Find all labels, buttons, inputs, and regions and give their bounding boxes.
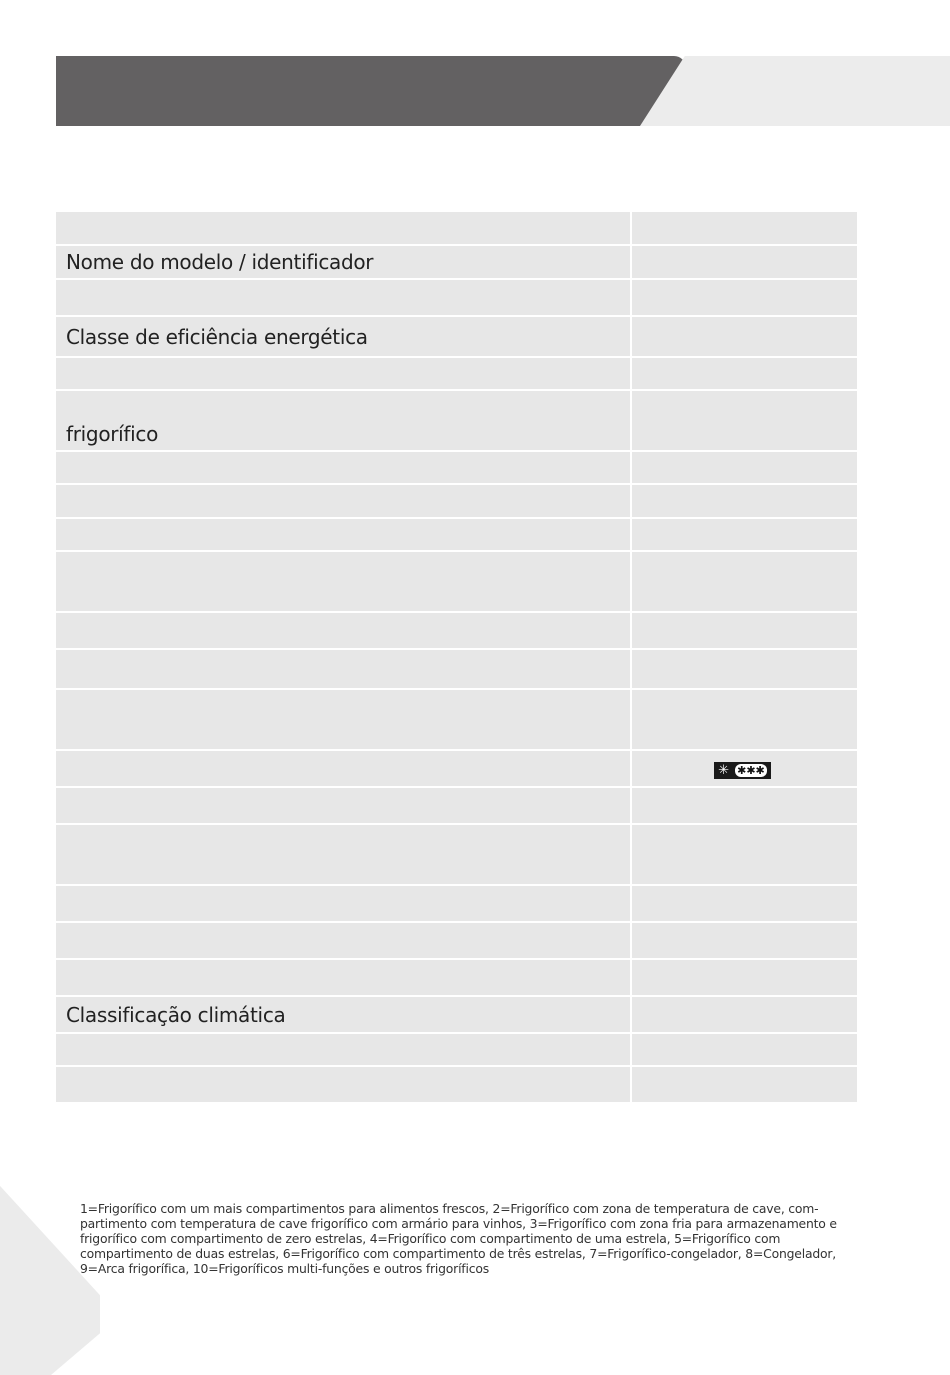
- row-label: [56, 689, 631, 750]
- row-value: [631, 212, 857, 245]
- three-star-freezer-icon: [714, 762, 771, 779]
- row-label: [56, 551, 631, 612]
- row-value: [631, 1033, 857, 1066]
- table-row: [56, 1033, 857, 1066]
- row-label: [56, 922, 631, 959]
- row-label: [56, 959, 631, 996]
- row-value: [631, 649, 857, 689]
- table-row: [56, 316, 857, 357]
- row-label: [56, 649, 631, 689]
- table-row: [56, 357, 857, 390]
- snowflake-icon: ✳: [718, 762, 730, 778]
- table-row: [56, 750, 857, 787]
- row-value: [631, 551, 857, 612]
- row-label: [56, 484, 631, 518]
- table-row: [56, 959, 857, 996]
- row-value: [631, 996, 857, 1033]
- table-row: [56, 518, 857, 551]
- row-value: [631, 787, 857, 824]
- row-label: [56, 824, 631, 885]
- row-label: Classificação climática: [56, 996, 631, 1033]
- row-value: [631, 1066, 857, 1103]
- row-label: [56, 212, 631, 245]
- table-row: [56, 689, 857, 750]
- row-value: [631, 922, 857, 959]
- row-label: [56, 750, 631, 787]
- row-value: [631, 484, 857, 518]
- row-label: [56, 357, 631, 390]
- table-row: [56, 245, 857, 279]
- row-value: [631, 451, 857, 484]
- row-label: [56, 451, 631, 484]
- table-row: [56, 787, 857, 824]
- table-row: [56, 824, 857, 885]
- row-value: [631, 390, 857, 451]
- footnote: 1=Frigorífico com um mais compartimentos para alimentos frescos, 2=Frigorífico com zona de temperatura de cave, com-partimento com temperatura de cave frigorífico com armário para vinhos, 3=Frigorífico com zona fria para armazenamento e frigorífico com compartimento de zero estrelas, 4=Frigorífico com compartimento de uma estrela, 5=Frigorífico com compartimento de duas estrelas, 6=Frigorífico com compartimento de três estrelas, 7=Frigorífico-congelador, 8=Congelador, 9=Arca frigorífica, 10=Frigoríficos multi-funções e outros frigoríficos: [80, 1201, 837, 1276]
- row-value: [631, 885, 857, 922]
- row-value: [631, 279, 857, 316]
- row-value: [631, 245, 857, 279]
- row-label: [56, 612, 631, 649]
- stars-icon: ✱✱✱: [737, 763, 765, 777]
- table-row: [56, 484, 857, 518]
- row-label: frigorífico: [56, 390, 631, 451]
- row-label: [56, 518, 631, 551]
- row-label: [56, 787, 631, 824]
- table-row: [56, 922, 857, 959]
- table-row: [56, 279, 857, 316]
- table-row: [56, 612, 857, 649]
- row-value: [631, 959, 857, 996]
- row-label: [56, 1066, 631, 1103]
- row-value: [631, 824, 857, 885]
- row-value: [631, 518, 857, 551]
- row-label: Classe de eficiência energética: [56, 316, 631, 357]
- table-row: [56, 390, 857, 451]
- table-row: [56, 551, 857, 612]
- table-row: [56, 649, 857, 689]
- row-label: Nome do modelo / identificador: [56, 245, 631, 279]
- row-value: [631, 750, 857, 787]
- spec-table: [56, 212, 857, 1104]
- table-row: [56, 451, 857, 484]
- row-value: [631, 689, 857, 750]
- row-value: [631, 612, 857, 649]
- row-value: [631, 357, 857, 390]
- table-row: [56, 1066, 857, 1103]
- table-row: [56, 996, 857, 1033]
- table-row: [56, 212, 857, 245]
- row-label: [56, 1033, 631, 1066]
- header-bar: [56, 56, 686, 126]
- row-label: [56, 279, 631, 316]
- row-value: [631, 316, 857, 357]
- table-row: [56, 885, 857, 922]
- row-label: [56, 885, 631, 922]
- header-tab: [640, 56, 950, 126]
